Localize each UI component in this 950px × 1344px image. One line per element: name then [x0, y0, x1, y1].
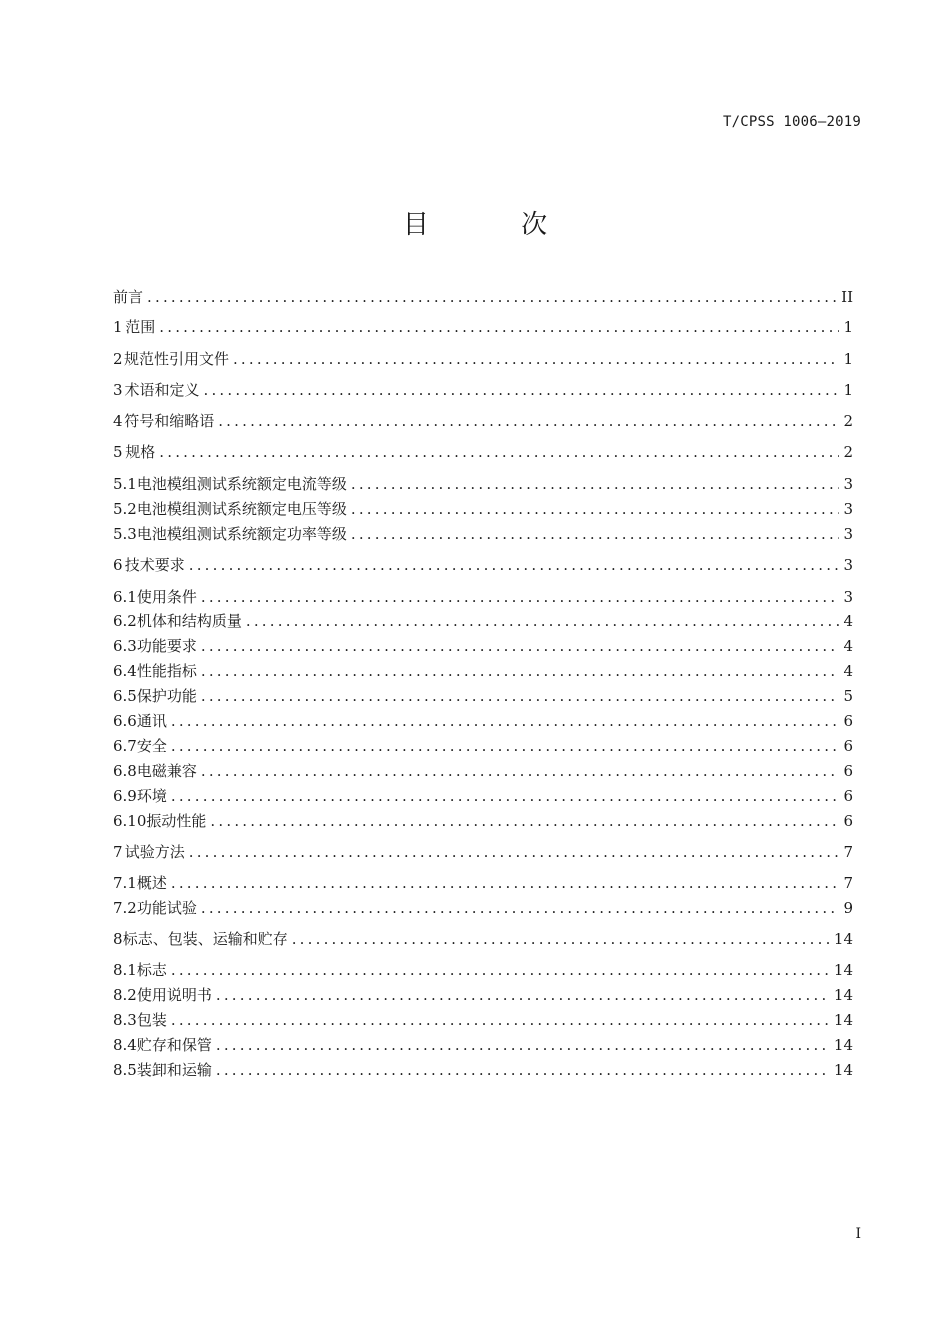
toc-leader [171, 785, 840, 807]
toc-leader [189, 841, 840, 863]
toc-page: 14 [833, 1011, 853, 1029]
toc-number: 3 [113, 381, 123, 399]
toc-entry[interactable] [113, 984, 853, 1006]
toc-label: 振动性能 [146, 812, 207, 830]
toc-label: 包装 [136, 1011, 167, 1029]
toc-page: 14 [833, 930, 853, 948]
toc-entry[interactable] [113, 710, 853, 732]
toc-number: 6.5 [113, 687, 137, 705]
toc-page: 5 [843, 687, 853, 705]
toc-entry[interactable] [113, 379, 853, 401]
toc-leader [210, 810, 839, 832]
toc-leader [216, 1034, 830, 1056]
toc-leader [216, 984, 830, 1006]
toc-leader [201, 760, 840, 782]
toc-leader [203, 379, 839, 401]
toc-label: 贮存和保管 [136, 1036, 212, 1054]
toc-page: 14 [833, 986, 853, 1004]
toc-number: 7.1 [113, 874, 137, 892]
toc-label: 规范性引用文件 [123, 350, 229, 368]
toc-leader [171, 872, 840, 894]
toc-page: 1 [843, 318, 853, 336]
toc-leader [159, 441, 839, 463]
toc-page: 14 [833, 961, 853, 979]
toc-label: 保护功能 [136, 687, 197, 705]
toc-number: 8.4 [113, 1036, 137, 1054]
toc-number: 5.1 [113, 475, 137, 493]
toc-page: 3 [843, 525, 853, 543]
toc-entry[interactable] [113, 785, 853, 807]
toc-number: 6.8 [113, 762, 137, 780]
toc-entry[interactable] [113, 348, 853, 370]
toc-number: 6.3 [113, 637, 137, 655]
toc-entry[interactable] [113, 635, 853, 657]
toc-entry[interactable] [113, 959, 853, 981]
toc-label: 前言 [113, 288, 144, 306]
toc-label: 范围 [125, 318, 156, 336]
page-title: 目 次 [402, 210, 590, 240]
toc-entry[interactable] [113, 473, 853, 495]
toc-leader [201, 660, 840, 682]
toc-leader [351, 523, 840, 545]
toc-number: 6.4 [113, 662, 137, 680]
toc-number: 6.10 [113, 812, 147, 830]
toc-label: 电磁兼容 [136, 762, 197, 780]
toc-label: 试验方法 [124, 843, 185, 861]
toc-label: 标志、包装、运输和贮存 [122, 930, 288, 948]
toc-page: 4 [843, 637, 853, 655]
toc-entry[interactable] [113, 410, 853, 432]
toc-page: 3 [843, 588, 853, 606]
toc-number: 2 [113, 350, 123, 368]
toc-number: 8.2 [113, 986, 137, 1004]
toc-entry[interactable] [113, 872, 853, 894]
toc-entry[interactable] [113, 685, 853, 707]
toc-number: 7.2 [113, 899, 137, 917]
toc-number: 6.7 [113, 737, 137, 755]
toc-label: 术语和定义 [124, 381, 200, 399]
toc-page: 3 [843, 500, 853, 518]
toc-label: 机体和结构质量 [136, 612, 242, 630]
toc-label: 通讯 [136, 712, 167, 730]
toc-label: 技术要求 [124, 556, 185, 574]
toc-leader [351, 498, 840, 520]
toc-label: 概述 [136, 874, 167, 892]
toc-number: 1 [113, 318, 123, 336]
toc-page: 3 [843, 556, 853, 574]
toc-entry[interactable] [113, 810, 853, 832]
toc-page: 7 [843, 843, 853, 861]
toc-page: 14 [833, 1036, 853, 1054]
toc-leader [233, 348, 840, 370]
toc-page: 7 [843, 874, 853, 892]
toc-entry[interactable] [113, 897, 853, 919]
toc-label: 使用说明书 [136, 986, 212, 1004]
toc-label: 功能试验 [136, 899, 197, 917]
toc-label: 环境 [136, 787, 167, 805]
toc-page: 6 [843, 737, 853, 755]
toc-entry[interactable] [113, 841, 853, 863]
toc-entry[interactable] [113, 610, 853, 632]
toc-page: 14 [833, 1061, 853, 1079]
toc-leader [171, 959, 830, 981]
toc-entry[interactable] [113, 1034, 853, 1056]
toc-number: 4 [113, 412, 123, 430]
toc-entry[interactable] [113, 554, 853, 576]
toc-label: 装卸和运输 [136, 1061, 212, 1079]
standard-code: T/CPSS 1006—2019 [722, 114, 861, 130]
toc-label: 电池模组测试系统额定电压等级 [136, 500, 347, 518]
toc-entry[interactable] [113, 928, 853, 950]
toc-page: 2 [843, 443, 853, 461]
toc-number: 5.3 [113, 525, 137, 543]
toc-leader [201, 635, 840, 657]
toc-leader [218, 410, 839, 432]
toc-leader [201, 685, 840, 707]
toc-leader [171, 735, 840, 757]
toc-entry[interactable] [113, 760, 853, 782]
toc-leader [201, 586, 840, 608]
toc-number: 6.2 [113, 612, 137, 630]
toc-page: 6 [843, 787, 853, 805]
toc-leader [147, 286, 837, 308]
toc-leader [292, 928, 830, 950]
toc-number: 6.1 [113, 588, 137, 606]
toc-page: 1 [843, 381, 853, 399]
toc-page: 6 [843, 762, 853, 780]
toc-label: 电池模组测试系统额定功率等级 [136, 525, 347, 543]
toc-number: 8.3 [113, 1011, 137, 1029]
toc-label: 符号和缩略语 [124, 412, 215, 430]
toc-entry[interactable] [113, 660, 853, 682]
toc-number: 8.5 [113, 1061, 137, 1079]
toc-leader [171, 710, 840, 732]
toc-entry[interactable] [113, 441, 853, 463]
toc-leader [189, 554, 840, 576]
toc-number: 5.2 [113, 500, 137, 518]
toc-label: 电池模组测试系统额定电流等级 [136, 475, 347, 493]
toc-entry[interactable] [113, 316, 853, 338]
toc-entry[interactable] [113, 735, 853, 757]
page-folio: I [855, 1226, 861, 1242]
toc-leader [246, 610, 840, 632]
toc-label: 标志 [136, 961, 167, 979]
toc-number: 7 [113, 843, 123, 861]
toc-entry[interactable] [113, 523, 853, 545]
toc-page: 9 [843, 899, 853, 917]
toc-number: 5 [113, 443, 123, 461]
toc-entry[interactable] [113, 1059, 853, 1081]
toc-page: 4 [843, 612, 853, 630]
toc-page: 3 [843, 475, 853, 493]
toc-page: 6 [843, 712, 853, 730]
toc-number: 6 [113, 556, 123, 574]
toc-page: 1 [843, 350, 853, 368]
toc-entry-foreword[interactable] [113, 286, 853, 308]
toc-page: 2 [843, 412, 853, 430]
toc-entry[interactable] [113, 498, 853, 520]
toc-number: 8 [113, 930, 123, 948]
toc-number: 6.9 [113, 787, 137, 805]
toc-label: 功能要求 [136, 637, 197, 655]
toc-leader [201, 897, 840, 919]
toc-label: 性能指标 [136, 662, 197, 680]
toc-leader [216, 1059, 830, 1081]
toc-entry[interactable] [113, 586, 853, 608]
toc-entry[interactable] [113, 1009, 853, 1031]
toc-page: II [841, 288, 853, 306]
toc-leader [171, 1009, 830, 1031]
toc-leader [159, 316, 839, 338]
toc-leader [351, 473, 840, 495]
toc-number: 8.1 [113, 961, 137, 979]
toc-label: 使用条件 [136, 588, 197, 606]
toc-page: 6 [843, 812, 853, 830]
toc-page: 4 [843, 662, 853, 680]
toc-label: 安全 [136, 737, 167, 755]
toc-number: 6.6 [113, 712, 137, 730]
toc-label: 规格 [125, 443, 156, 461]
